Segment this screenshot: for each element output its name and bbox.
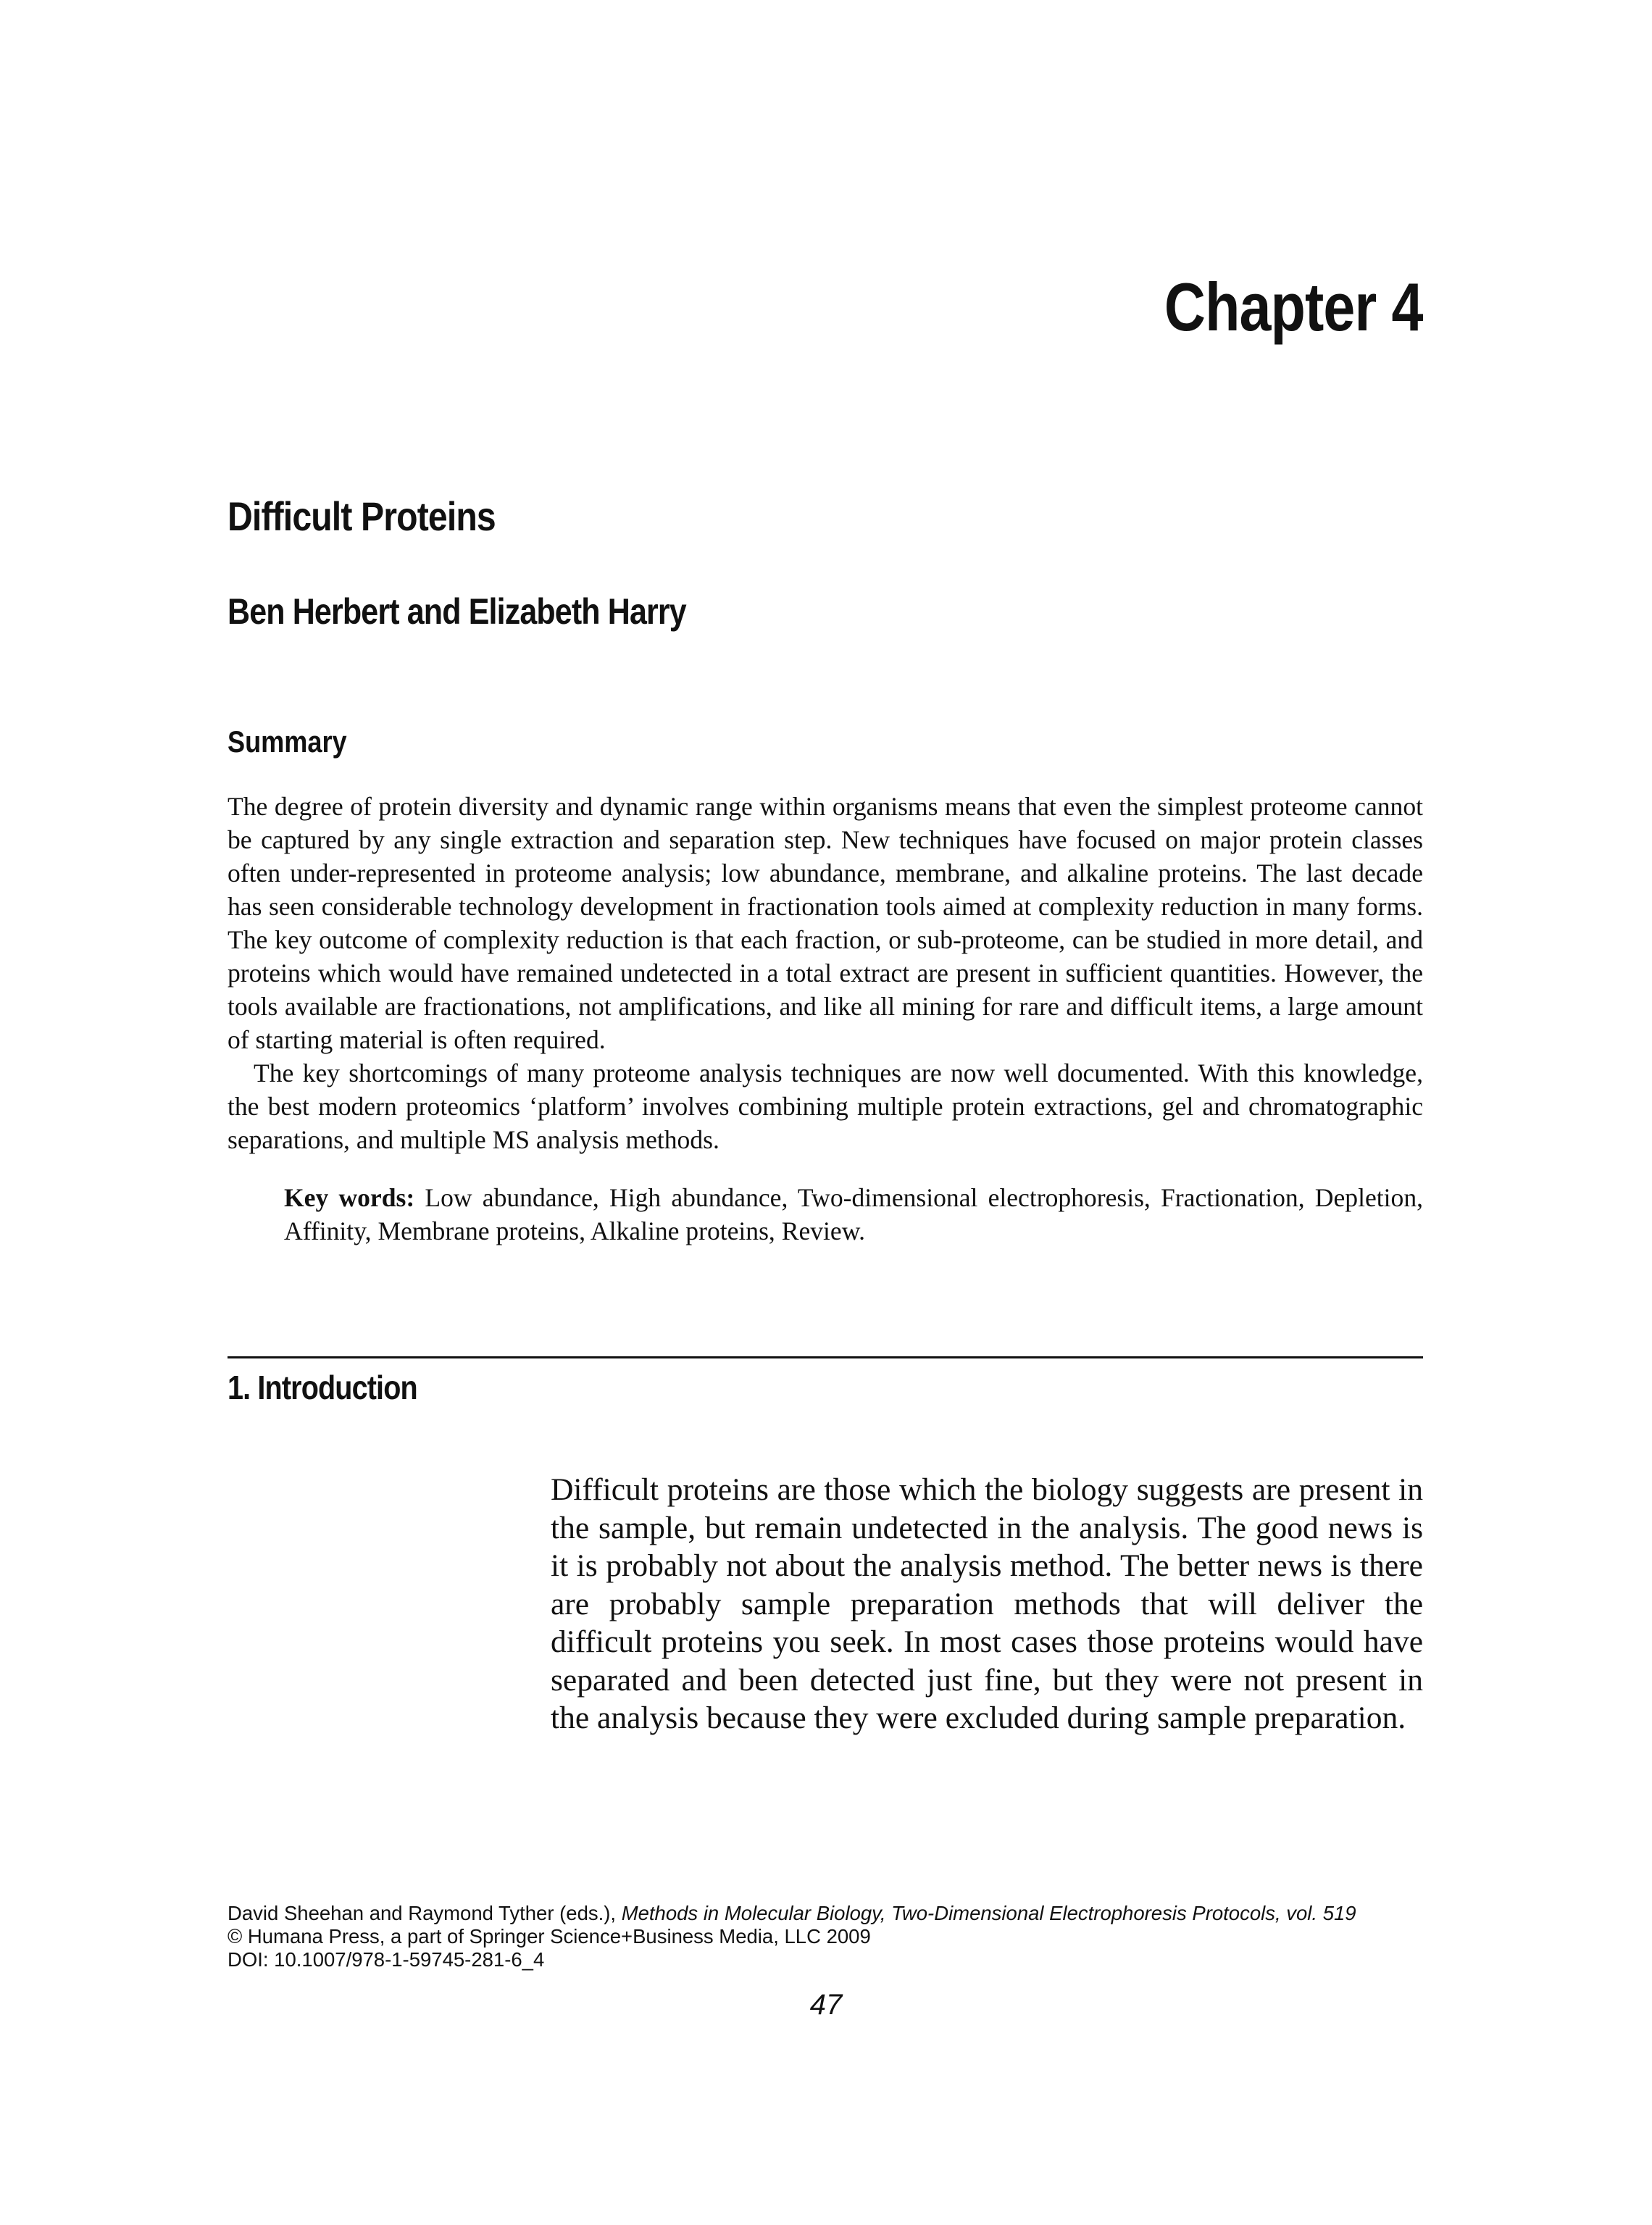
introduction-body: Difficult proteins are those which the biology suggests are present in the sample, but remain undetected in the analysis. The good news is it is probably not about the analysis method. The better news is there are probably sample preparation methods that will deliver the difficult proteins you seek. In most cases those proteins would have separated and been detected just fine, but they were not present in the analysis because they were excluded during sample preparation. — [551, 1472, 1423, 1735]
footer-citation — [228, 1902, 1445, 1925]
keywords — [284, 1181, 1423, 1248]
introduction-heading: 1. Introduction — [228, 1369, 417, 1406]
publication-footer — [228, 1902, 1445, 1971]
summary-body — [228, 790, 1423, 1156]
footer-copyright: © Humana Press, a part of Springer Science+Business Media, LLC 2009 — [228, 1925, 871, 1948]
page-number: 47 — [809, 1989, 843, 2021]
keywords-label: Key words: — [284, 1183, 415, 1212]
summary-heading: Summary — [228, 725, 347, 759]
footer-series: Methods in Molecular Biology, Two-Dimensional Electrophoresis Protocols, vol. 519 — [621, 1902, 1356, 1924]
section-divider — [228, 1356, 1423, 1358]
chapter-label: Chapter 4 — [1164, 269, 1423, 345]
summary-paragraph-1: The degree of protein diversity and dynamic range within organisms means that even the simplest proteome cannot be captured by any single extraction and separation step. New techniques have focused on major protein classes often under-represented in proteome analysis; low abundance, membrane, and alkaline proteins. The last decade has seen considerable technology development in fractionation tools aimed at complexity reduction in many forms. The key outcome of complexity reduction is that each fraction, or sub-proteome, can be studied in more detail, and proteins which would have remained undetected in a total extract are present in sufficient quantities. However, the tools available are fractionations, not amplifications, and like all mining for rare and difficult items, a large amount of starting material is often required. — [228, 792, 1423, 1054]
footer-editors: David Sheehan and Raymond Tyther (eds.), — [228, 1902, 617, 1924]
article-authors: Ben Herbert and Elizabeth Harry — [228, 591, 686, 632]
summary-paragraph-2: The key shortcomings of many proteome analysis techniques are now well documented. With this knowledge, the best modern proteomics ‘platform’ involves combining multiple protein extractions, gel and chromatographic separations, and multiple MS analysis methods. — [228, 1059, 1423, 1154]
article-title: Difficult Proteins — [228, 493, 496, 539]
footer-doi: DOI: 10.1007/978-1-59745-281-6_4 — [228, 1948, 545, 1971]
keywords-text: Low abundance, High abundance, Two-dimensional electrophoresis, Fractionation, Depletion, Affinity, Membrane proteins, Alkaline proteins, Review. — [284, 1183, 1423, 1245]
